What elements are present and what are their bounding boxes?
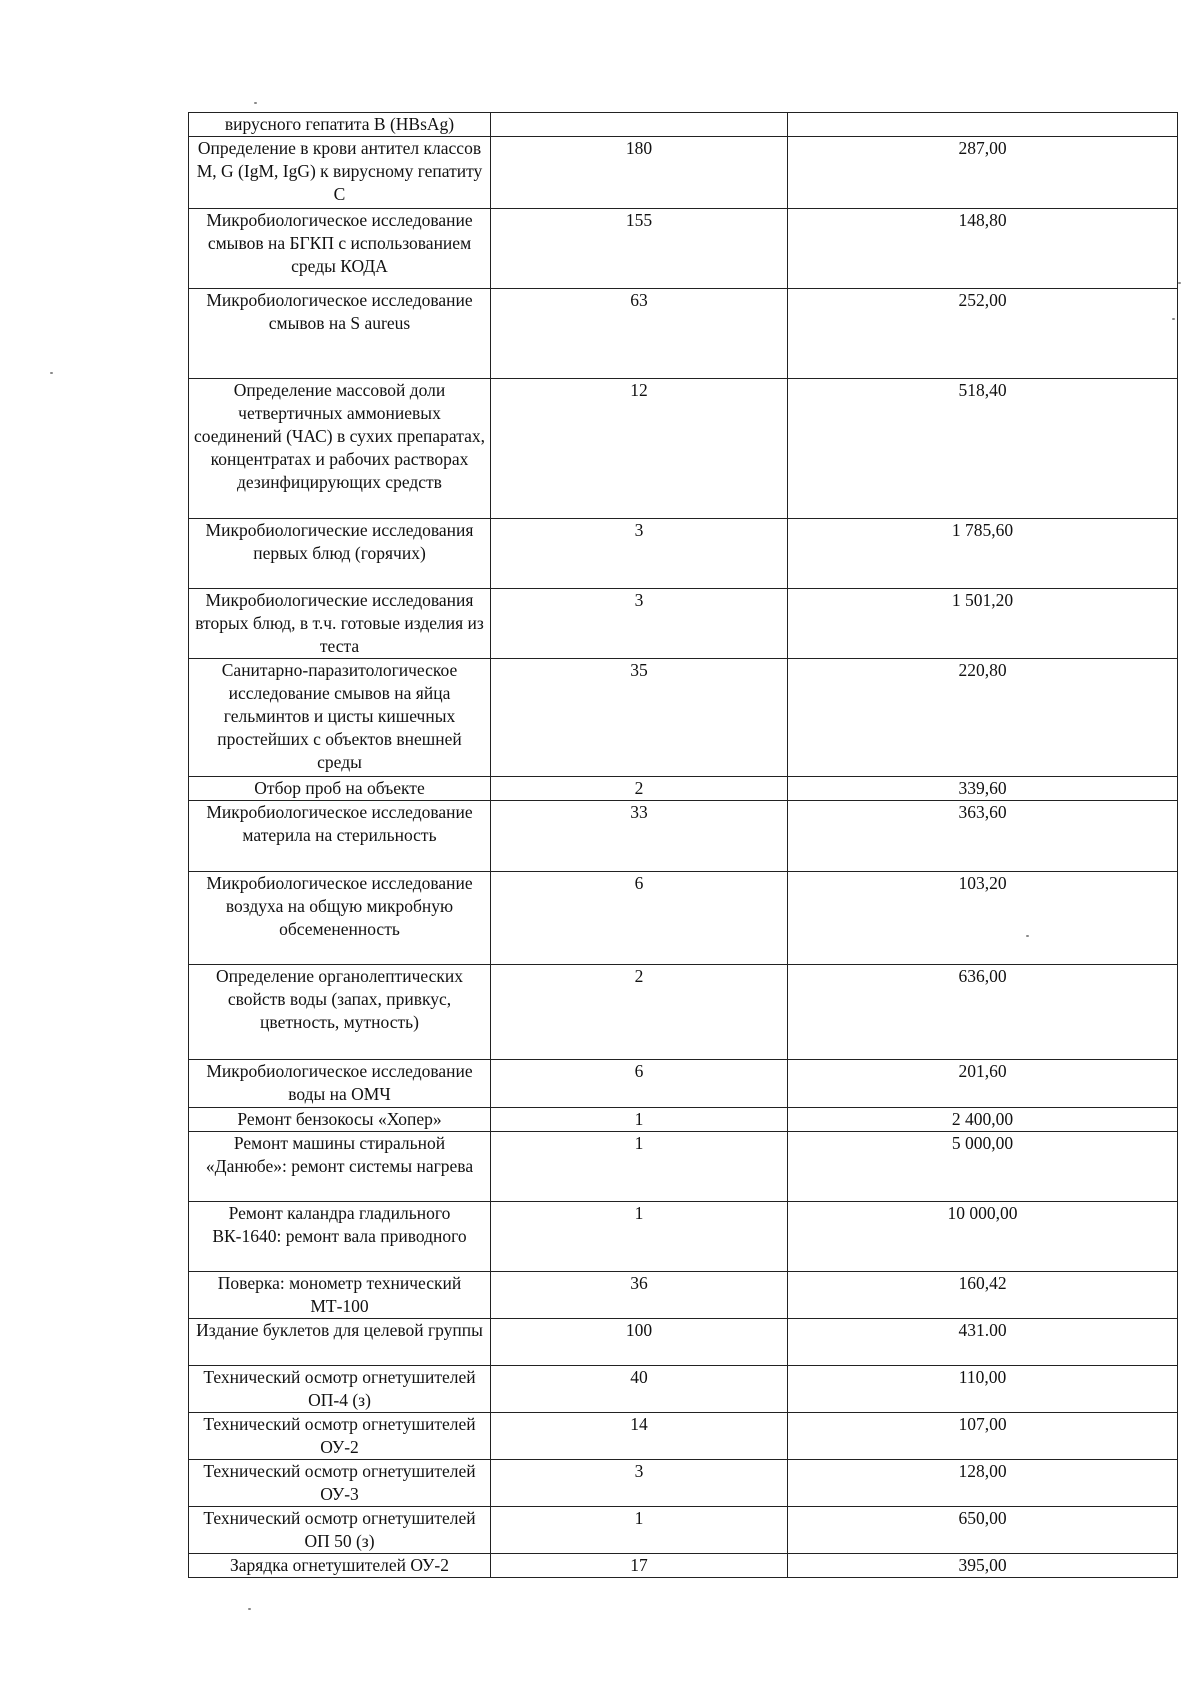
quantity-cell: 12 xyxy=(491,379,788,519)
table-row xyxy=(189,801,1178,872)
service-name-cell: Микробиологическое исследование воды на ОМЧ xyxy=(189,1060,491,1108)
quantity-cell: 100 xyxy=(491,1319,788,1366)
table-row xyxy=(189,1507,1178,1554)
service-name-cell: Ремонт каландра гладильного ВК-1640: ремонт вала приводного xyxy=(189,1202,491,1272)
quantity-cell: 33 xyxy=(491,801,788,872)
service-name-cell: Микробиологическое исследование смывов на БГКП с использованием среды КОДА xyxy=(189,209,491,289)
table-row xyxy=(189,1060,1178,1108)
quantity-cell: 1 xyxy=(491,1132,788,1202)
table-row xyxy=(189,965,1178,1060)
price-cell: 10 000,00 xyxy=(788,1202,1178,1272)
service-name-cell: Определение массовой доли четвертичных аммониевых соединений (ЧАС) в сухих препаратах, концентратах и рабочих растворах дезинфицирующих средств xyxy=(189,379,491,519)
quantity-cell: 6 xyxy=(491,1060,788,1108)
scan-speck xyxy=(248,1608,251,1610)
price-cell: 5 000,00 xyxy=(788,1132,1178,1202)
quantity-cell: 35 xyxy=(491,659,788,777)
table-row xyxy=(189,1460,1178,1507)
quantity-cell: 180 xyxy=(491,137,788,209)
price-cell: 160,42 xyxy=(788,1272,1178,1319)
price-cell: 287,00 xyxy=(788,137,1178,209)
table-row xyxy=(189,1108,1178,1132)
table-row xyxy=(189,113,1178,137)
service-name-cell: Микробиологическое исследование воздуха на общую микробную обсемененность xyxy=(189,872,491,965)
table-row xyxy=(189,1132,1178,1202)
service-name-cell: Микробиологическое исследование смывов на S aureus xyxy=(189,289,491,379)
service-name-cell: Отбор проб на объекте xyxy=(189,777,491,801)
price-cell: 1 501,20 xyxy=(788,589,1178,659)
price-cell xyxy=(788,113,1178,137)
price-cell: 107,00 xyxy=(788,1413,1178,1460)
table-row xyxy=(189,1413,1178,1460)
table-row xyxy=(189,659,1178,777)
quantity-cell: 17 xyxy=(491,1554,788,1578)
price-cell: 636,00 xyxy=(788,965,1178,1060)
quantity-cell: 3 xyxy=(491,1460,788,1507)
table-row xyxy=(189,777,1178,801)
quantity-cell: 2 xyxy=(491,777,788,801)
price-cell: 650,00 xyxy=(788,1507,1178,1554)
quantity-cell: 1 xyxy=(491,1202,788,1272)
quantity-cell: 155 xyxy=(491,209,788,289)
quantity-cell: 14 xyxy=(491,1413,788,1460)
price-cell: 363,60 xyxy=(788,801,1178,872)
price-cell: 103,20 xyxy=(788,872,1178,965)
table-row xyxy=(189,1272,1178,1319)
service-name-cell: Ремонт машины стиральной «Данюбе»: ремонт системы нагрева xyxy=(189,1132,491,1202)
service-name-cell: вирусного гепатита В (HBsAg) xyxy=(189,113,491,137)
scan-speck xyxy=(1178,282,1181,284)
service-name-cell: Технический осмотр огнетушителей ОП 50 (з) xyxy=(189,1507,491,1554)
price-cell: 110,00 xyxy=(788,1366,1178,1413)
price-cell: 220,80 xyxy=(788,659,1178,777)
table-row xyxy=(189,137,1178,209)
service-name-cell: Микробиологическое исследование материла на стерильность xyxy=(189,801,491,872)
quantity-cell: 63 xyxy=(491,289,788,379)
table-row xyxy=(189,379,1178,519)
price-cell: 252,00 xyxy=(788,289,1178,379)
service-name-cell: Зарядка огнетушителей ОУ-2 xyxy=(189,1554,491,1578)
price-cell: 339,60 xyxy=(788,777,1178,801)
service-name-cell: Микробиологические исследования вторых блюд, в т.ч. готовые изделия из теста xyxy=(189,589,491,659)
quantity-cell: 1 xyxy=(491,1108,788,1132)
quantity-cell: 3 xyxy=(491,519,788,589)
service-name-cell: Микробиологические исследования первых блюд (горячих) xyxy=(189,519,491,589)
price-cell: 431.00 xyxy=(788,1319,1178,1366)
service-name-cell: Санитарно-паразитологическое исследование смывов на яйца гельминтов и цисты кишечных простейших с объектов внешней среды xyxy=(189,659,491,777)
table-row xyxy=(189,872,1178,965)
quantity-cell: 36 xyxy=(491,1272,788,1319)
table-row xyxy=(189,1554,1178,1578)
service-name-cell: Технический осмотр огнетушителей ОП-4 (з) xyxy=(189,1366,491,1413)
price-cell: 395,00 xyxy=(788,1554,1178,1578)
quantity-cell: 6 xyxy=(491,872,788,965)
table-row xyxy=(189,589,1178,659)
table-body xyxy=(189,113,1178,1578)
price-cell: 2 400,00 xyxy=(788,1108,1178,1132)
service-name-cell: Издание буклетов для целевой группы xyxy=(189,1319,491,1366)
price-cell: 1 785,60 xyxy=(788,519,1178,589)
services-price-table xyxy=(188,112,1178,1578)
price-cell: 201,60 xyxy=(788,1060,1178,1108)
table-row xyxy=(189,209,1178,289)
service-name-cell: Технический осмотр огнетушителей ОУ-2 xyxy=(189,1413,491,1460)
table-row xyxy=(189,1202,1178,1272)
quantity-cell: 1 xyxy=(491,1507,788,1554)
quantity-cell: 3 xyxy=(491,589,788,659)
table-row xyxy=(189,289,1178,379)
price-cell: 518,40 xyxy=(788,379,1178,519)
quantity-cell: 2 xyxy=(491,965,788,1060)
service-name-cell: Определение органолептических свойств воды (запах, привкус, цветность, мутность) xyxy=(189,965,491,1060)
service-name-cell: Ремонт бензокосы «Хопер» xyxy=(189,1108,491,1132)
price-cell: 148,80 xyxy=(788,209,1178,289)
quantity-cell: 40 xyxy=(491,1366,788,1413)
quantity-cell xyxy=(491,113,788,137)
table-row xyxy=(189,519,1178,589)
price-cell: 128,00 xyxy=(788,1460,1178,1507)
service-name-cell: Технический осмотр огнетушителей ОУ-3 xyxy=(189,1460,491,1507)
table-row xyxy=(189,1319,1178,1366)
service-name-cell: Определение в крови антител классов М, G (IgM, IgG) к вирусному гепатиту С xyxy=(189,137,491,209)
service-name-cell: Поверка: монометр технический МТ-100 xyxy=(189,1272,491,1319)
scan-speck xyxy=(50,372,53,374)
table-row xyxy=(189,1366,1178,1413)
scan-speck xyxy=(254,102,257,104)
